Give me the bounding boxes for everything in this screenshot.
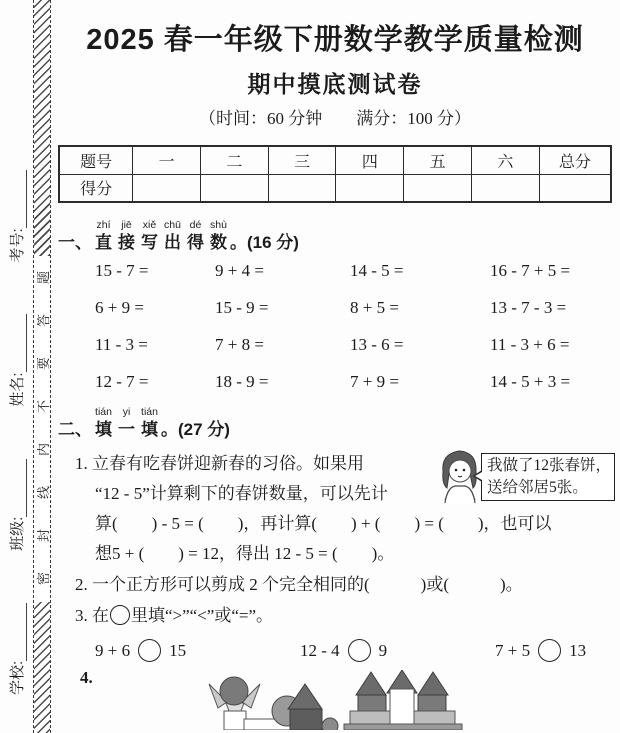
comparison-right: 15 (169, 640, 187, 660)
calc-item: 9 + 4 = (215, 261, 264, 280)
examno-field (6, 170, 27, 262)
comparison-item (95, 639, 300, 662)
comparison-left: 12 - 4 (300, 640, 340, 660)
calc-item: 11 - 3 + 6 = (490, 335, 570, 354)
seal-char: 密 (35, 572, 51, 586)
section1-heading (58, 219, 612, 254)
score-header-cell: 题号 (59, 146, 133, 174)
problem-4-number: 4. (80, 668, 93, 687)
ruby-char: zhí 直 (95, 219, 112, 252)
score-cell (268, 174, 336, 202)
calc-item: 7 + 9 = (350, 372, 399, 391)
fill-circle-icon (110, 605, 130, 625)
ruby-char: tián 填 (141, 406, 158, 439)
speech-bubble (481, 453, 615, 501)
class-field (6, 459, 27, 551)
calc-item: 8 + 5 = (350, 298, 399, 317)
ruby-char: jiē 接 (118, 219, 135, 252)
score-table (58, 145, 612, 203)
seal-margin-labels (2, 0, 30, 733)
school-blank (13, 603, 27, 661)
score-table-header-row (59, 146, 611, 174)
ruby-char: chū 出 (164, 219, 181, 252)
section1-points: 。(16 分) (230, 233, 299, 252)
seal-warning-text (34, 256, 50, 600)
oral-calc-grid (58, 260, 612, 393)
score-cell (471, 174, 539, 202)
comparison-right: 9 (378, 640, 388, 660)
comparison-left: 9 + 6 (95, 640, 131, 660)
calc-item: 7 + 8 = (215, 335, 264, 354)
seal-char: 内 (35, 443, 51, 457)
seal-char: 不 (35, 400, 51, 414)
score-header-cell: 一 (133, 146, 201, 174)
score-header-cell: 二 (200, 146, 268, 174)
seal-hatch-bottom (34, 602, 50, 733)
score-cell (133, 174, 201, 202)
score-header-cell: 六 (471, 146, 539, 174)
score-row-label: 得分 (59, 174, 133, 202)
seal-char: 线 (35, 486, 51, 500)
seal-line-strip (33, 0, 51, 733)
comparison-item (300, 639, 495, 662)
page-subtitle: 期中摸底测试卷 (247, 71, 423, 97)
school-field (6, 603, 27, 695)
calc-item: 13 - 7 - 3 = (490, 298, 567, 317)
score-header-cell: 总分 (539, 146, 611, 174)
ruby-char: xiě 写 (141, 219, 158, 252)
seal-hatch-top (34, 0, 50, 256)
seal-char: 答 (35, 314, 51, 328)
calc-item: 12 - 7 = (95, 372, 149, 391)
comparison-left: 7 + 5 (495, 640, 531, 660)
calc-item: 18 - 9 = (215, 372, 269, 391)
problem-3 (75, 601, 612, 631)
section1-number: 一、 (58, 233, 92, 252)
calc-item: 11 - 3 = (95, 335, 148, 354)
seal-char: 题 (35, 271, 51, 285)
problem-1-line: 想5 + ( ) = 12，得出 12 - 5 = ( )。 (95, 544, 395, 563)
fill-circle-icon (138, 639, 161, 662)
calc-item: 13 - 6 = (350, 335, 404, 354)
exam-paper (58, 0, 612, 730)
section2-number: 二、 (58, 420, 92, 439)
class-blank (13, 459, 27, 517)
problem-4 (80, 668, 612, 730)
fill-circle-icon (538, 639, 561, 662)
score-cell (200, 174, 268, 202)
calc-item: 14 - 5 + 3 = (490, 372, 571, 391)
examno-label: 考号: (8, 228, 26, 263)
score-cell (539, 174, 611, 202)
score-table-score-row (59, 174, 611, 202)
score-header-cell: 四 (336, 146, 404, 174)
calc-item: 6 + 9 = (95, 298, 144, 317)
score-header-cell: 五 (404, 146, 472, 174)
score-header-cell: 三 (268, 146, 336, 174)
school-label: 学校: (8, 660, 26, 695)
calc-item: 14 - 5 = (350, 261, 404, 280)
section2-heading (58, 406, 612, 441)
comparison-item (495, 639, 612, 662)
time-score-meta: （时间：60 分钟 满分：100 分） (199, 109, 471, 128)
name-label: 姓名: (8, 372, 26, 407)
ruby-char: tián 填 (95, 406, 112, 439)
page-title: 2025 春一年级下册数学教学质量检测 (86, 24, 584, 56)
building-blocks-illustration (203, 670, 465, 730)
problem-3-text: 3. 在 (75, 606, 109, 625)
examno-blank (13, 170, 27, 228)
speech-bubble-tail (473, 470, 482, 482)
speech-bubble-line: 送给邻居5张。 (487, 479, 588, 496)
ruby-char: shù 数 (210, 219, 227, 252)
seal-char: 要 (35, 357, 51, 371)
section2-points: 。(27 分) (161, 420, 230, 439)
calc-item: 16 - 7 + 5 = (490, 261, 571, 280)
ruby-char: yi 一 (118, 406, 135, 439)
problem-1-line: 算( ) - 5 = ( )，再计算( ) + ( ) = ( )，也可以 (95, 514, 552, 533)
ruby-char: dé 得 (187, 219, 204, 252)
name-blank (13, 314, 27, 372)
problem-1-line: “12 - 5”计算剩下的春饼数量，可以先计 (95, 484, 388, 503)
name-field (6, 314, 27, 406)
fill-circle-icon (348, 639, 371, 662)
comparison-row (58, 639, 612, 662)
calc-item: 15 - 7 = (95, 261, 149, 280)
calc-item: 15 - 9 = (215, 298, 269, 317)
score-cell (336, 174, 404, 202)
problem-3-text: 里填“>”“<”或“=”。 (131, 606, 274, 625)
score-cell (404, 174, 472, 202)
speech-bubble-line: 我做了12张春饼， (487, 457, 612, 474)
class-label: 班级: (8, 516, 26, 551)
problem-1-line: 1. 立春有吃春饼迎新春的习俗。如果用 (75, 454, 364, 473)
problem-2: 2. 一个正方形可以剪成 2 个完全相同的( )或( )。 (75, 575, 523, 594)
comparison-right: 13 (569, 640, 587, 660)
seal-char: 封 (35, 529, 51, 543)
